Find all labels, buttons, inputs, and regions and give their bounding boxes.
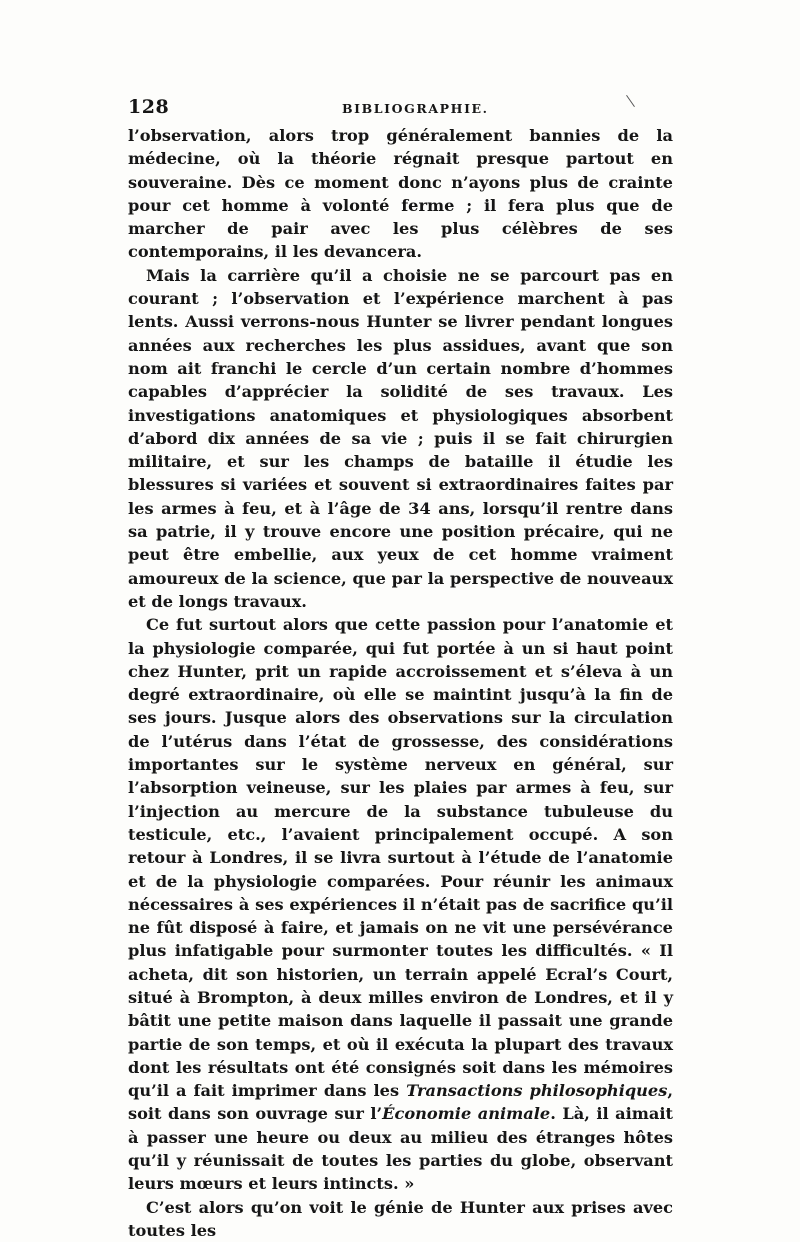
italic-title: Transactions philosophiques (406, 1081, 668, 1101)
book-page (128, 96, 673, 1242)
body-text (128, 124, 673, 1242)
italic-title: Économie animale (382, 1104, 551, 1124)
text-run: , soit dans son ouvrage sur l’ (128, 1081, 673, 1124)
text-run: . Là, il aimait à passer une heure ou deux au milieu des étranges hôtes qu’il y réunissait de toutes les parties du globe, observant leurs mœurs et leurs intincts. » (128, 1104, 673, 1194)
paragraph (128, 124, 673, 264)
stray-mark (626, 95, 635, 107)
page-header (128, 96, 673, 122)
paragraph (128, 264, 673, 613)
text-run: Ce fut surtout alors que cette passion pour l’anatomie et la physiologie comparée, qui fut portée à un si haut point chez Hunter, prit un rapide accroissement et s’éleva à un degré extraordinaire, où elle se maintint jusqu’à la fin de ses jours. Jusque alors des observations sur la circulation de l’utérus dans l’état de grossesse, des considérations importantes sur le système nerveux en général, sur l’absorption veineuse, sur les plaies par armes à feu, sur l’injection au mercure de la substance tubuleuse du testicule, etc., l’avaient principalement occupé. A son retour à Londres, il se livra surtout à l’étude de l’anatomie et de la physiologie comparées. Pour réunir les animaux nécessaires à ses expériences il n’était pas de sacrifice qu’il ne fût disposé à faire, et jamais on ne vit une persévérance plus infatigable pour surmonter toutes les difficultés. « Il acheta, dit son historien, un terrain appelé Ecral’s Court, situé à Brompton, à deux milles environ de Londres, et il y bâtit une petite maison dans laquelle il passait une grande partie de son temps, et où il exécuta la plupart des travaux dont les résultats ont été consignés soit dans les mémoires qu’il a fait imprimer dans les (128, 615, 673, 1101)
page-number: 128 (128, 96, 170, 118)
text-run: Mais la carrière qu’il a choisie ne se parcourt pas en courant ; l’observation et l’expérience marchent à pas lents. Aussi verrons-nous Hunter se livrer pendant longues années aux recherches les plus assidues, avant que son nom ait franchi le cercle d’un certain nombre d’hommes capables d’apprécier la solidité de ses travaux. Les investigations anatomiques et physiologiques absorbent d’abord dix années de sa vie ; puis il se fait chirurgien militaire, et sur les champs de bataille il étudie les blessures si variées et souvent si extraordinaires faites par les armes à feu, et à l’âge de 34 ans, lorsqu’il rentre dans sa patrie, il y trouve encore une position précaire, qui ne peut être embellie, aux yeux de cet homme vraiment amoureux de la science, que par la perspective de nouveaux et de longs travaux. (128, 265, 673, 611)
paragraph (128, 1196, 673, 1242)
paragraph (128, 613, 673, 1195)
text-run: C’est alors qu’on voit le génie de Hunter aux prises avec toutes les (128, 1197, 673, 1240)
running-head: BIBLIOGRAPHIE. (342, 101, 489, 116)
text-run: l’observation, alors trop généralement bannies de la médecine, où la théorie régnait presque partout en souveraine. Dès ce moment donc n’ayons plus de crainte pour cet homme à volonté ferme ; il fera plus que de marcher de pair avec les plus célèbres de ses contemporains, il les devancera. (128, 126, 673, 262)
